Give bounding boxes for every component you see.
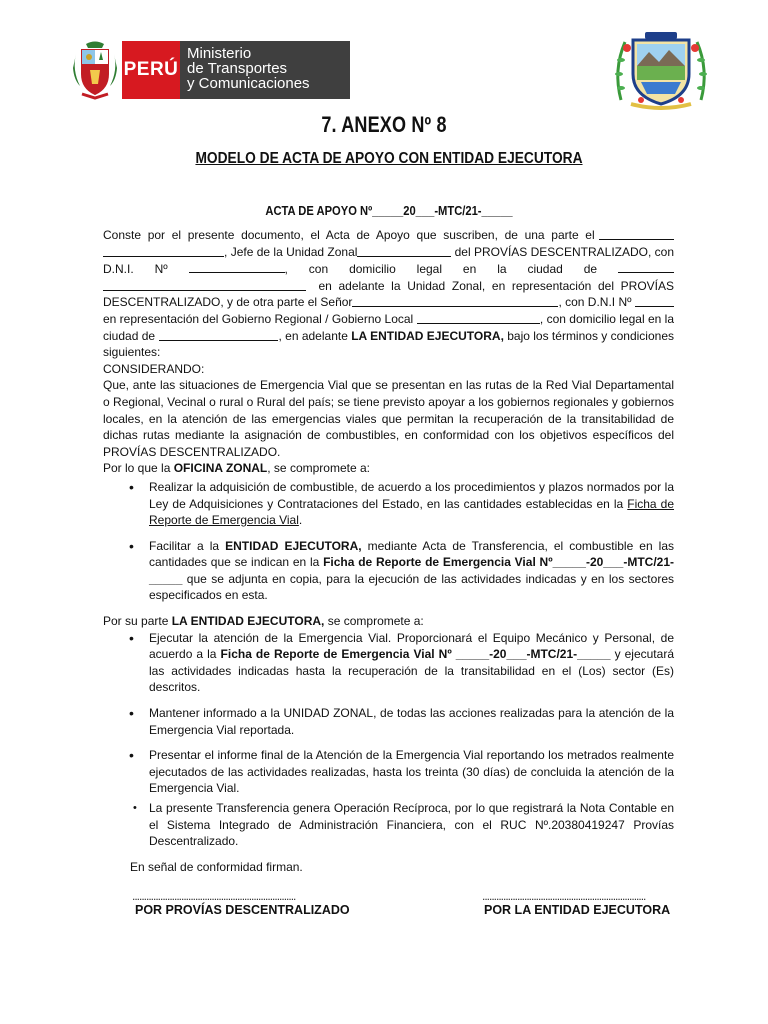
signature-label-provias: POR PROVÍAS DESCENTRALIZADO <box>135 903 350 917</box>
intro-text: en adelante la Unidad Zonal, en representación del PROVÍAS <box>318 278 674 293</box>
considerando-paragraph: Que, ante las situaciones de Emergencia Vial que se presentan en las rutas de la Red Vial Departamental o Regional, Vecinal o rural o Rural del país; se tiene previsto apoyar a los gobiernos regionales y gobiernos locales, en la atención de las emergencias viales que permitan la recuperación de la transitabilidad de dichas rutas mediante la asignación de combustibles, en conformidad con los objetivos específicos del PROVÍAS DESCENTRALIZADO. <box>103 378 674 459</box>
intro-text: D.N.I. <box>103 262 134 277</box>
entidad-intro <box>103 613 674 630</box>
intro-text: de <box>583 262 598 277</box>
item-text: Presentar el informe final de la Atención de la Emergencia Vial reportando los metrados realmente ejecutados de las actividades realizadas, hasta los treinta (30 días) de concluida la atención de la Emergencia Vial. <box>149 748 674 796</box>
list-item <box>103 630 674 696</box>
signature-line-right: ...................................................................... <box>482 889 646 903</box>
bullet-icon: • <box>129 478 134 495</box>
intro-text: bajo los términos y condiciones <box>503 328 674 343</box>
oficina-zonal-term: OFICINA ZONAL <box>173 461 268 476</box>
intro-text: en representación del Gobierno Regional / Gobierno Local <box>103 311 414 326</box>
intro-line-2 <box>103 244 674 261</box>
intro-text: del PROVÍAS DESCENTRALIZADO, con <box>451 244 674 259</box>
intro-text: domicilio <box>349 262 396 277</box>
intro-text: con <box>308 262 329 277</box>
signature-line-left: ...................................................................... <box>132 889 296 903</box>
entidad-ejecutora-term: LA ENTIDAD EJECUTORA, <box>351 328 504 343</box>
item-text: Realizar la adquisición de combustible, de acuerdo a los procedimientos y plazos normados por la Ley de Adquisiciones y Contrataciones del Estado, en las cantidades establecidas en la <box>149 479 674 511</box>
intro-line-3 <box>103 260 674 278</box>
intro-text: Nº <box>154 262 168 277</box>
list-item <box>103 538 674 604</box>
intro-text: ciudad de <box>103 328 156 343</box>
document-body <box>103 227 674 875</box>
list-item <box>103 705 674 738</box>
intro-line-5 <box>103 294 674 311</box>
entidad-intro-text: Por su parte <box>103 614 172 629</box>
intro-line-4 <box>103 278 674 295</box>
intro-text: la <box>497 262 507 277</box>
peru-coat-of-arms-icon <box>68 40 122 100</box>
regional-crest-icon <box>611 30 711 110</box>
intro-line-1 <box>103 227 674 244</box>
oficina-intro-text: Por lo que la <box>103 461 174 476</box>
intro-text: DESCENTRALIZADO, y de otra parte el Señor <box>103 295 353 310</box>
item-text: Ejecutar la atención de la Emergencia Vial. Proporcionará el Equipo Mecánico y Personal, de acuerdo a la <box>149 630 674 662</box>
peru-logo-text: PERÚ <box>122 41 180 99</box>
oficina-intro <box>103 460 674 477</box>
ficha-reference: Ficha de Reporte de Emergencia Vial Nº_____-20___-MTC/21-_____ <box>149 555 674 586</box>
intro-text: , Jefe de la Unidad Zonal <box>224 244 358 259</box>
intro-text: , <box>284 262 288 277</box>
item-text: La presente Transferencia genera Operación Recíproca, por lo que registrará la Nota Contable en el Sistema Integrado de Administración Financiera, con el RUC Nº.20380419247 Provías Descentralizado. <box>149 801 674 849</box>
acta-number: ACTA DE APOYO Nº_____20___-MTC/21-_____ <box>265 203 513 218</box>
item-text: . <box>298 513 303 528</box>
closing-text: En señal de conformidad firman. <box>130 859 303 874</box>
intro-text: ciudad <box>527 262 563 277</box>
oficina-commitments <box>103 479 674 604</box>
oficina-intro-text: , se compromete a: <box>267 461 370 476</box>
list-item <box>103 479 674 529</box>
bullet-icon: • <box>129 747 134 764</box>
entidad-ejecutora-term: LA ENTIDAD EJECUTORA, <box>171 614 325 629</box>
item-text: Mantener informado a la UNIDAD ZONAL, de todas las acciones realizadas para la atención de la Emergencia Vial reportada. <box>149 706 674 737</box>
page-title: 7. ANEXO Nº 8 <box>321 112 447 137</box>
ministry-line-1: Ministerio <box>187 45 252 62</box>
entidad-commitments <box>103 630 674 850</box>
ministry-logo <box>68 40 350 100</box>
bullet-icon: • <box>129 629 134 646</box>
intro-line-6 <box>103 311 674 328</box>
intro-text: Conste por el presente documento, el Acta de Apoyo que suscriben, de una parte el <box>103 228 595 242</box>
considerando-heading: CONSIDERANDO: <box>103 361 205 376</box>
ministry-line-2: de Transportes <box>187 60 288 77</box>
intro-line-8: siguientes: <box>103 345 161 360</box>
item-text: y ejecutará las actividades indicadas hasta la recuperación de la transitabilidad en el (Los) sector (Es) descritos. <box>149 647 674 695</box>
intro-line-7 <box>103 328 674 345</box>
bullet-icon: • <box>129 537 134 554</box>
item-text: Facilitar a la <box>149 538 226 553</box>
intro-text: , en adelante <box>278 328 352 343</box>
intro-text: legal <box>416 262 443 277</box>
ministry-line-3: y Comunicaciones <box>187 75 310 92</box>
list-item <box>103 747 674 797</box>
ficha-reference: Ficha de Reporte de Emergencia Vial Nº _____-20___-MTC/21-_____ <box>220 647 611 662</box>
item-text: que se adjunta en copia, para la ejecución de las actividades indicadas y en los sectores especificados en esta. <box>149 571 674 603</box>
intro-text: , con D.N.I Nº <box>558 295 632 310</box>
bullet-icon: • <box>133 802 137 814</box>
intro-text: en <box>462 262 477 277</box>
bullet-icon: • <box>129 705 134 722</box>
item-text: mediante Acta de Transferencia, el combustible en las cantidades que se indican en la <box>149 538 674 570</box>
ficha-reference: Ficha de Reporte de Emergencia Vial <box>149 496 675 528</box>
entidad-intro-text: se compromete a: <box>324 614 424 629</box>
entidad-ejecutora-term: ENTIDAD EJECUTORA, <box>225 538 362 553</box>
document-subtitle: MODELO DE ACTA DE APOYO CON ENTIDAD EJECUTORA <box>195 150 583 167</box>
letterhead <box>0 0 768 110</box>
signature-label-entidad: POR LA ENTIDAD EJECUTORA <box>484 903 671 917</box>
intro-text: , con domicilio legal en la <box>539 311 674 326</box>
list-item <box>103 800 674 850</box>
ministry-name <box>180 41 350 99</box>
